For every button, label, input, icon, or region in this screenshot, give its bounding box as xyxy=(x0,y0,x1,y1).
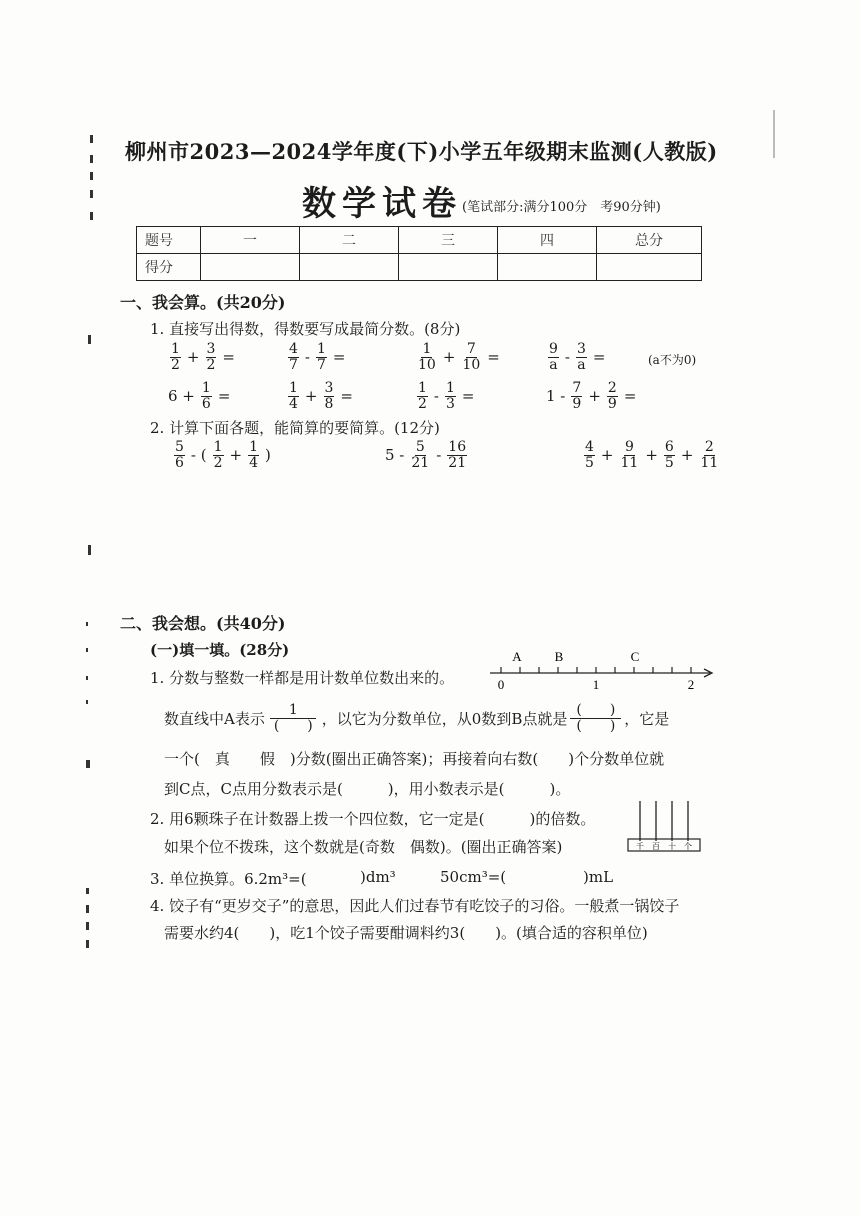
margin-mark xyxy=(88,545,91,555)
calc-expression-2: 5 - $\frac{5}{21}$ - $\frac{16}{21}$ xyxy=(385,439,467,471)
fraction: $\frac{16}{21}$ xyxy=(448,439,467,471)
margin-mark xyxy=(88,335,91,344)
calc-item-7: $\frac{1}{2}$ - $\frac{1}{3}$ = xyxy=(418,380,475,412)
fraction: $\frac{1}{2}$ xyxy=(171,341,180,373)
abacus-label-thousands: 千 xyxy=(636,842,644,851)
q2-1-line2: 数直线中A表示 $\frac{1}{( )}$ ，以它为分数单位，从0数到B点就是 $\frac{( )}{( )}$ ，它是 xyxy=(164,702,670,735)
q2-1-line3[interactable]: 一个( 真 假 )分数(圈出正确答案)；再接着向右数( )个分数单位就 xyxy=(164,750,665,768)
q1-title: 1. 直接写出得数，得数要写成最简分数。(8分) xyxy=(150,320,461,338)
part1-heading: (一)填一填。(28分) xyxy=(150,641,290,659)
abacus-label-hundreds: 百 xyxy=(652,842,660,851)
fraction: $\frac{1}{7}$ xyxy=(317,341,326,373)
q2-3-text2[interactable]: )dm³ xyxy=(360,868,396,886)
fraction: $\frac{1}{6}$ xyxy=(201,380,211,412)
margin-mark xyxy=(86,760,90,768)
score-input-2[interactable] xyxy=(300,254,399,281)
margin-mark xyxy=(86,888,89,894)
margin-mark xyxy=(773,110,775,158)
calc-item-4: $\frac{9}{a}$ - $\frac{3}{a}$ = xyxy=(549,341,606,373)
q2-3-text1: 3. 单位换算。6.2m³=( xyxy=(150,870,307,888)
fraction: $\frac{6}{5}$ xyxy=(664,439,674,471)
point-label-c: C xyxy=(630,649,640,664)
margin-mark xyxy=(86,700,88,704)
fraction: $\frac{3}{8}$ xyxy=(324,380,334,412)
q2-2-line2[interactable]: 如果个位不拨珠，这个数就是(奇数 偶数)。(圈出正确答案) xyxy=(164,838,563,856)
score-row-label: 得分 xyxy=(137,254,201,281)
fraction: $\frac{5}{21}$ xyxy=(411,439,430,471)
point-label-a: A xyxy=(512,649,522,664)
calc-item-5: 6 + $\frac{1}{6}$ = xyxy=(168,380,231,412)
score-input-4[interactable] xyxy=(498,254,597,281)
fraction: $\frac{1}{2}$ xyxy=(213,439,223,471)
q2-3-text4[interactable]: )mL xyxy=(583,868,614,886)
fraction: $\frac{2}{9}$ xyxy=(607,380,617,412)
margin-mark xyxy=(86,676,88,680)
score-cell-3: 三 xyxy=(399,227,498,254)
score-input-total[interactable] xyxy=(597,254,702,281)
margin-mark xyxy=(90,155,93,163)
tick-label-2: 2 xyxy=(687,677,695,690)
fraction: $\frac{1}{4}$ xyxy=(249,439,259,471)
tick-label-0: 0 xyxy=(497,677,505,690)
exam-subtitle: 数学试卷 xyxy=(302,184,462,224)
unit-fraction: $\frac{1}{( )}$ xyxy=(268,703,319,735)
calc-item-3: $\frac{1}{10}$ + $\frac{7}{10}$ = xyxy=(418,341,500,373)
fraction: $\frac{4}{5}$ xyxy=(585,439,594,471)
score-cell-2: 二 xyxy=(300,227,399,254)
fraction: $\frac{1}{3}$ xyxy=(446,380,455,412)
q2-1-line4[interactable]: 到C点，C点用分数表示是( )，用小数表示是( )。 xyxy=(164,780,571,798)
fraction: $\frac{1}{2}$ xyxy=(418,380,427,412)
tick-label-1: 1 xyxy=(592,677,600,690)
fraction: $\frac{9}{11}$ xyxy=(620,439,639,471)
score-table-header-row xyxy=(137,227,702,254)
score-input-1[interactable] xyxy=(201,254,300,281)
q2-2-line1[interactable]: 2. 用6颗珠子在计数器上拨一个四位数，它一定是( )的倍数。 xyxy=(150,810,596,828)
fraction: $\frac{2}{11}$ xyxy=(700,439,719,471)
calc-item-6: $\frac{1}{4}$ + $\frac{3}{8}$ = xyxy=(289,380,353,412)
abacus-label-ones: 个 xyxy=(684,842,692,851)
score-table xyxy=(136,226,702,281)
fraction: $\frac{1}{4}$ xyxy=(289,380,298,412)
exam-note: (笔试部分:满分100分 考90分钟) xyxy=(462,200,661,215)
q2-1-line1: 1. 分数与整数一样都是用计数单位数出来的。 xyxy=(150,669,455,687)
margin-mark xyxy=(90,172,93,180)
fraction: $\frac{3}{a}$ xyxy=(577,341,586,373)
calc-expression-1: $\frac{5}{6}$ - ( $\frac{1}{2}$ + $\frac{1}{4}$ ) xyxy=(175,439,271,471)
fraction: $\frac{4}{7}$ xyxy=(289,341,298,373)
margin-mark xyxy=(90,135,93,143)
answer-fraction-blank[interactable]: $\frac{( )}{( )}$ xyxy=(570,703,621,735)
section2-heading: 二、我会想。(共40分) xyxy=(120,614,286,633)
abacus-diagram xyxy=(625,797,703,855)
margin-mark xyxy=(86,922,89,930)
point-label-b: B xyxy=(554,649,564,664)
number-line xyxy=(482,646,718,690)
margin-mark xyxy=(86,648,88,652)
score-cell-1: 一 xyxy=(201,227,300,254)
q2-title: 2. 计算下面各题，能简算的要简算。(12分) xyxy=(150,419,440,437)
calc-item-2: $\frac{4}{7}$ - $\frac{1}{7}$ = xyxy=(289,341,346,373)
score-cell-label: 题号 xyxy=(137,227,201,254)
section1-heading: 一、我会算。(共20分) xyxy=(120,293,286,312)
margin-mark xyxy=(86,905,89,913)
fraction: $\frac{1}{10}$ xyxy=(418,341,436,373)
q2-3-text3: 50cm³=( xyxy=(440,868,507,886)
fraction: $\frac{5}{6}$ xyxy=(175,439,184,471)
margin-mark xyxy=(90,190,93,198)
calc-expression-3: $\frac{4}{5}$ + $\frac{9}{11}$ + $\frac{6}{5}$ + $\frac{2}{11}$ xyxy=(585,439,719,471)
abacus-label-tens: 十 xyxy=(668,842,676,851)
score-cell-4: 四 xyxy=(498,227,597,254)
score-table-score-row xyxy=(137,254,702,281)
q2-4-line2[interactable]: 需要水约4( )，吃1个饺子需要酣调料约3( )。(填合适的容积单位) xyxy=(164,924,648,942)
fraction: $\frac{3}{2}$ xyxy=(206,341,216,373)
q2-4-line1: 4. 饺子有“更岁交子”的意思，因此人们过春节有吃饺子的习俗。一般煮一锅饺子 xyxy=(150,897,680,915)
margin-mark xyxy=(86,622,88,626)
margin-mark xyxy=(90,212,93,220)
fraction: $\frac{7}{9}$ xyxy=(572,380,582,412)
q1-condition-note: (a不为0) xyxy=(648,353,697,367)
margin-mark xyxy=(86,940,89,948)
fraction: $\frac{7}{10}$ xyxy=(462,341,481,373)
calc-item-1: $\frac{1}{2}$ + $\frac{3}{2}$ = xyxy=(171,341,235,373)
score-input-3[interactable] xyxy=(399,254,498,281)
fraction: $\frac{9}{a}$ xyxy=(549,341,558,373)
score-cell-total: 总分 xyxy=(597,227,702,254)
number-line-ticks xyxy=(501,667,691,673)
exam-title: 柳州市2023—2024学年度(下)小学五年级期末监测(人教版) xyxy=(125,139,718,164)
calc-item-8: 1 - $\frac{7}{9}$ + $\frac{2}{9}$ = xyxy=(546,380,637,412)
